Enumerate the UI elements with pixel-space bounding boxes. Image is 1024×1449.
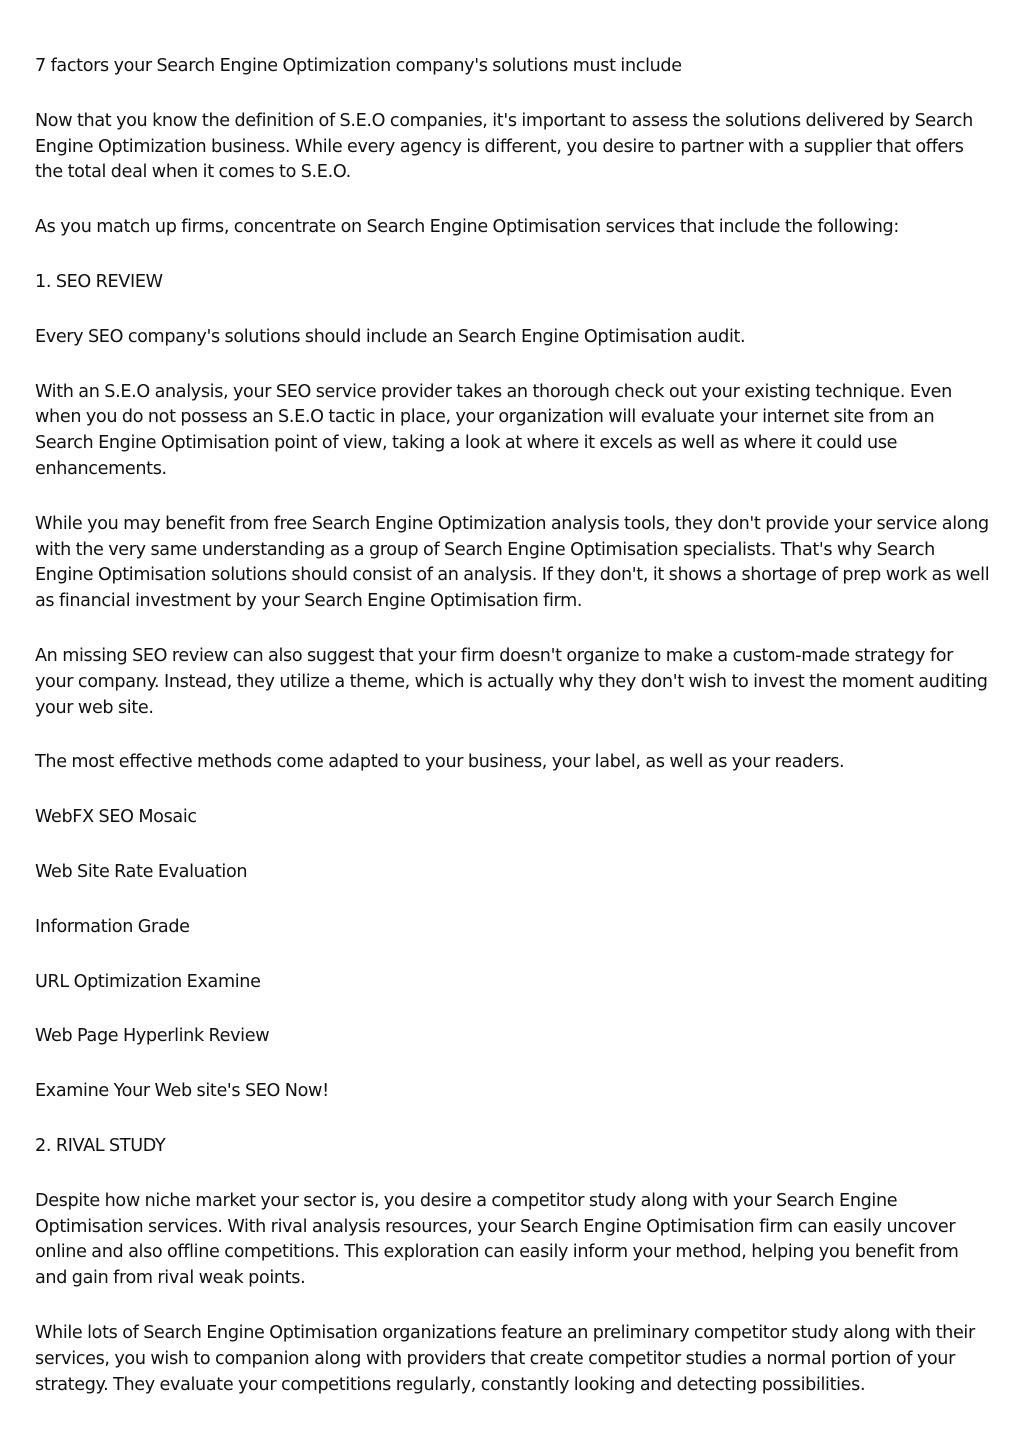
- section-heading-rival-study: 2. RIVAL STUDY: [35, 1135, 166, 1156]
- list-item: Web Site Rate Evaluation: [35, 861, 248, 882]
- paragraph-intro: Now that you know the definition of S.E.O companies, it's important to assess the solutions delivered by Search Engine Optimization business. While every agency is different, you desire to partner with a supplier that offers the total deal when it comes to S.E.O.: [35, 110, 973, 183]
- paragraph: While you may benefit from free Search Engine Optimization analysis tools, they don't provide your service along with the very same understanding as a group of Search Engine Optimisation specialists. That's why Search Engine Optimisation solutions should consist of an analysis. If they don't, it shows a shortage of prep work as well as financial investment by your Search Engine Optimisation firm.: [35, 513, 990, 612]
- section-heading-seo-review: 1. SEO REVIEW: [35, 271, 163, 292]
- list-item: WebFX SEO Mosaic: [35, 807, 197, 828]
- paragraph: The most effective methods come adapted to your business, your label, as well as your readers.: [35, 752, 845, 773]
- paragraph: Despite how niche market your sector is, you desire a competitor study along with your Search Engine Optimisation services. With rival analysis resources, your Search Engine Optimisation firm can easily uncover online and also offline competitions. This exploration can easily inform your method, helping you benefit from and gain from rival weak points.: [35, 1190, 959, 1289]
- paragraph: An missing SEO review can also suggest that your firm doesn't organize to make a custom-made strategy for your company. Instead, they utilize a theme, which is actually why they don't wish to invest the moment auditing your web site.: [35, 645, 988, 718]
- list-item: Examine Your Web site's SEO Now!: [35, 1081, 329, 1102]
- paragraph: With an S.E.O analysis, your SEO service provider takes an thorough check out your existing technique. Even when you do not possess an S.E.O tactic in place, your organization will evaluate your internet site from an Search Engine Optimisation point of view, taking a look at where it excels as well as where it could use enhancements.: [35, 381, 952, 479]
- list-item: Information Grade: [35, 916, 190, 937]
- paragraph: While lots of Search Engine Optimisation organizations feature an preliminary competitor study along with their services, you wish to companion along with providers that create competitor studies a normal portion of your strategy. They evaluate your competitions regularly, constantly looking and detecting possibilities.: [35, 1322, 975, 1395]
- paragraph-lead-in: As you match up firms, concentrate on Search Engine Optimisation services that include the following:: [35, 217, 899, 238]
- list-item: URL Optimization Examine: [35, 971, 261, 992]
- document-title: 7 factors your Search Engine Optimization company's solutions must include: [35, 56, 682, 76]
- document-body: [35, 54, 993, 1427]
- paragraph: Every SEO company's solutions should include an Search Engine Optimisation audit.: [35, 326, 746, 347]
- list-item: Web Page Hyperlink Review: [35, 1026, 270, 1047]
